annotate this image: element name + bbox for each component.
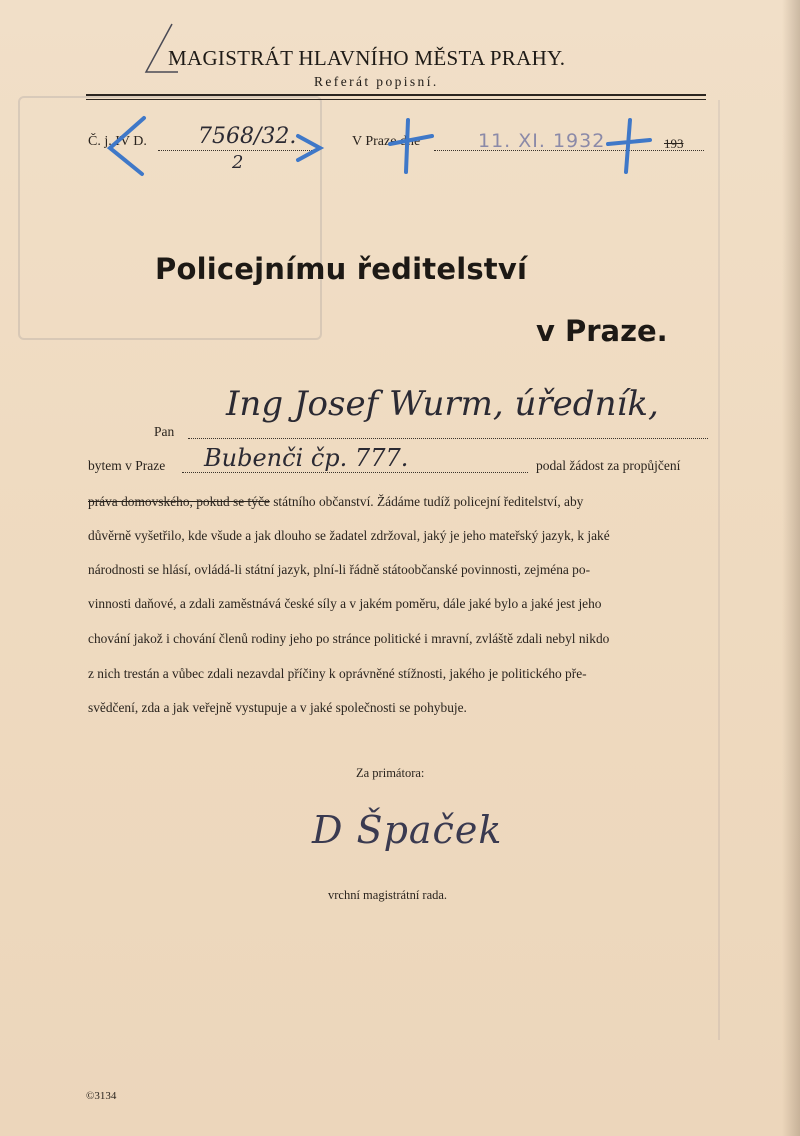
department-name: Referát popisní. — [314, 74, 439, 89]
reference-subnumber-handwritten: 2 — [232, 152, 244, 173]
applicant-name-handwritten: Ing Josef Wurm, úředník, — [226, 384, 659, 424]
blue-pencil-bracket-left — [104, 112, 150, 182]
signatory-title: vrchní magistrátní rada. — [328, 888, 448, 902]
residence-handwritten: Bubenči čp. 777. — [204, 444, 409, 472]
header-rule-thin — [86, 99, 706, 100]
reference-number-handwritten: 7568/32. — [198, 124, 297, 149]
struck-text: práva domovského, pokud se týče — [88, 494, 270, 509]
body-line-7: svědčení, zda a jak veřejně vystupuje a v jaké společnosti se pohybuje. — [88, 700, 467, 715]
body-line-1-text: státního občanství. Žádáme tudíž policejní ředitelství, aby — [273, 494, 584, 509]
body-line-6: z nich trestán a vůbec zdali nezavdal příčiny k oprávněné stížnosti, jakého je politického pře- — [88, 666, 587, 681]
handwritten-signature: D Špaček — [312, 808, 503, 852]
blue-pencil-cross-right — [604, 116, 654, 176]
reference-label: Č. j. IV D. — [88, 134, 147, 149]
label-residence: bytem v Praze — [88, 458, 166, 473]
header-rule — [86, 94, 706, 96]
pencil-corner-mark — [142, 22, 182, 76]
body-line-2: důvěrně vyšetřilo, kde všude a jak dlouho se žadatel zdržoval, jaký je jeho mateřský jazyk, k jaké — [88, 528, 610, 543]
faded-margin-impression — [718, 100, 790, 1040]
form-number: ©3134 — [86, 1090, 117, 1102]
blue-pencil-arrow — [292, 132, 326, 166]
date-stamp: 11. XI. 1932 — [478, 130, 606, 152]
body-line-3: národnosti se hlásí, ovládá-li státní jazyk, plní-li řádně státoobčanské povinnosti, zejména po- — [88, 562, 591, 577]
body-line-5: chování jakož i chování členů rodiny jeho po stránce politické i mravní, zvláště zdali nebyl nikdo — [88, 631, 610, 646]
residence-dotted-line — [182, 472, 528, 473]
office-title: MAGISTRÁT HLAVNÍHO MĚSTA PRAHY. — [168, 46, 566, 70]
name-dotted-line — [188, 438, 708, 439]
addressee-line-1: Policejnímu ředitelství — [155, 252, 528, 286]
body-line-1 — [88, 494, 708, 510]
blue-pencil-cross-left — [386, 116, 436, 176]
place-date-label: V Praze dne — [352, 134, 421, 149]
printed-year-struck: 193 — [664, 136, 684, 151]
signature-for-label: Za primátora: — [356, 766, 425, 780]
addressee-line-2: v Praze. — [536, 314, 668, 348]
label-pan: Pan — [154, 424, 175, 439]
label-request: podal žádost za propůjčení — [536, 458, 681, 473]
body-line-4: vinnosti daňové, a zdali zaměstnává české síly a v jakém poměru, dále jaké bylo a jaké jest jeho — [88, 596, 602, 611]
